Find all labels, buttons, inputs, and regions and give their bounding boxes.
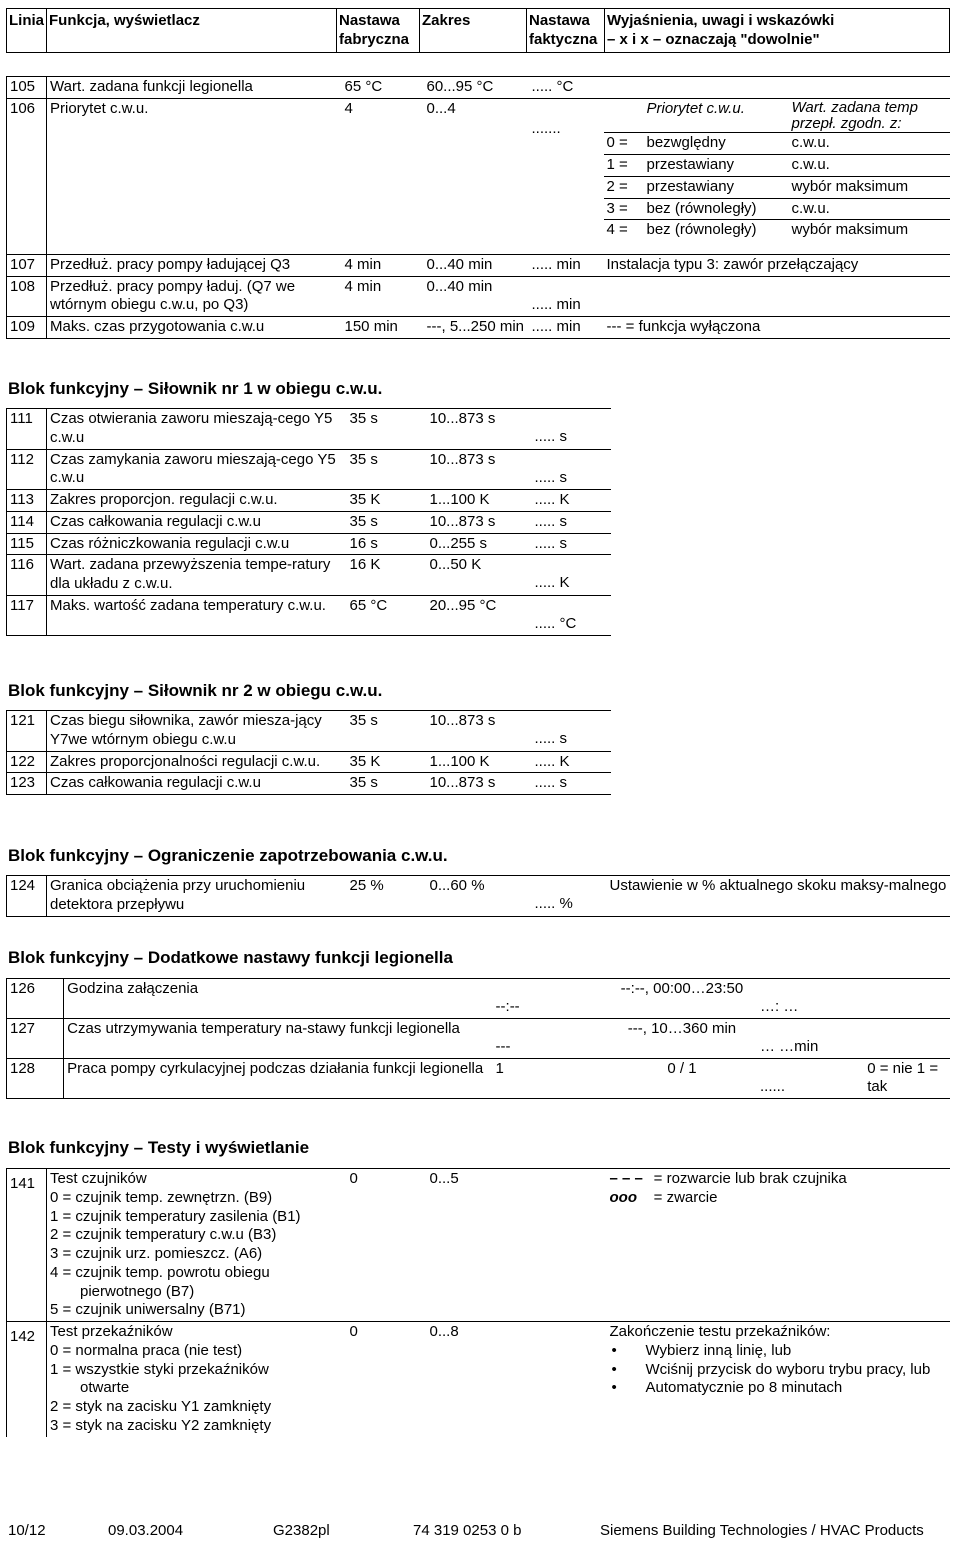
table-row: 121 Czas biegu siłownika, zawór miesza-jący Y7we wtórnym obiegu c.w.u 35 s 10...873 s ..... s	[7, 711, 612, 752]
footer-page: 10/12	[8, 1522, 46, 1539]
settings-table-block1	[6, 408, 611, 636]
sensor-test-notes: – – – = rozwarcie lub brak czujnika ooo = zwarcie	[609, 1170, 847, 1206]
table-row: 114 Czas całkowania regulacji c.w.u 35 s 10...873 s ..... s	[7, 511, 612, 533]
table-row: 123 Czas całkowania regulacji c.w.u 35 s 10...873 s ..... s	[7, 773, 612, 795]
section-title-block4: Blok funkcyjny – Dodatkowe nastawy funkcji legionella	[8, 948, 453, 967]
list-item: • Automatycznie po 8 minutach	[610, 1379, 948, 1398]
settings-table-block4	[6, 978, 950, 1099]
table-row: 113 Zakres proporcjon. regulacji c.w.u. 35 K 1...100 K ..... K	[7, 490, 612, 512]
col-factory: Nastawa fabryczna	[337, 9, 420, 52]
col-range: Zakres	[420, 9, 527, 52]
col-actual: Nastawa faktyczna	[527, 9, 605, 52]
table-row: 128 Praca pompy cyrkulacyjnej podczas działania funkcji legionella 1 0 / 1 ...... 0 = nie 1 = tak	[7, 1058, 951, 1099]
footer-date: 09.03.2004	[108, 1522, 184, 1539]
table-row: 108 Przedłuż. pracy pompy ładuj. (Q7 we wtórnym obiegu c.w.u, po Q3) 4 min 0...40 min ..... min	[7, 276, 951, 317]
col-notes: Wyjaśnienia, uwagi i wskazówki – x i x – oznaczają "dowolnie"	[607, 12, 835, 48]
col-function: Funkcja, wyświetlacz	[47, 9, 337, 52]
table-header	[6, 8, 950, 53]
settings-table-block3	[6, 875, 950, 917]
table-row: 122 Zakres proporcjonalności regulacji c.w.u. 35 K 1...100 K ..... K	[7, 751, 612, 773]
table-row: 124 Granica obciążenia przy uruchomieniu detektora przepływu 25 % 0...60 % ..... % Ustawienie w % aktualnego skoku maksy-malnego	[7, 876, 951, 917]
sensor-test-options: Test czujników 0 = czujnik temp. zewnętrzn. (B9) 1 = czujnik temperatury zasilenia (B1) 2 = czujnik temperatury c.w.u (B3) 3 = czujnik urz. pomieszcz. (A6) 4 = czujnik temp. powrotu obiegu pierwotnego (B7) 5 = czujnik uniwersalny (B71)	[50, 1170, 301, 1319]
list-item: • Wybierz inną linię, lub	[610, 1342, 948, 1361]
section-title-block3: Blok funkcyjny – Ograniczenie zapotrzebowania c.w.u.	[8, 846, 448, 865]
settings-table-block2	[6, 710, 611, 795]
table-row: 141 Test czujników 0 = czujnik temp. zewnętrzn. (B9) 1 = czujnik temperatury zasilenia (B1) 2 = czujnik temperatury c.w.u (B3) 3 = czujnik urz. pomieszcz. (A6) 4 = czujnik temp. powrotu obiegu pierwotnego (B7) 5 = czujnik uniwersalny (B71) 0 0...5 – – – = rozwarcie lub brak czujnika ooo = zwarcie	[7, 1169, 951, 1322]
table-row: 112 Czas zamykania zaworu mieszają-cego Y5 c.w.u 35 s 10...873 s ..... s	[7, 449, 612, 490]
table-row: 105 Wart. zadana funkcji legionella 65 °C 60...95 °C ..... °C	[7, 77, 951, 99]
table-row: 126 Godzina załączenia --:-- --:--, 00:00…23:50 …: …	[7, 979, 951, 1019]
table-row: 109 Maks. czas przygotowania c.w.u 150 min ---, 5...250 min ..... min --- = funkcja wyłączona	[7, 317, 951, 339]
col-line: Linia	[7, 9, 47, 52]
settings-table-block5	[6, 1168, 950, 1437]
table-row: 116 Wart. zadana przewyższenia tempe-ratury dla układu z c.w.u. 16 K 0...50 K ..... K	[7, 555, 612, 596]
table-row: 107 Przedłuż. pracy pompy ładującej Q3 4 min 0...40 min ..... min Instalacja typu 3: zawór przełączający	[7, 254, 951, 276]
relay-test-options: Test przekaźników 0 = normalna praca (nie test) 1 = wszystkie styki przekaźników otwarte 2 = styk na zacisku Y1 zamknięty 3 = styk na zacisku Y2 zamknięty	[50, 1323, 272, 1434]
section-title-block1: Blok funkcyjny – Siłownik nr 1 w obiegu c.w.u.	[8, 379, 383, 398]
table-row: 115 Czas różniczkowania regulacji c.w.u 16 s 0...255 s ..... s	[7, 533, 612, 555]
table-row: 111 Czas otwierania zaworu mieszają-cego Y5 c.w.u 35 s 10...873 s ..... s	[7, 409, 612, 450]
section-title-block5: Blok funkcyjny – Testy i wyświetlanie	[8, 1138, 310, 1157]
table-row: 117 Maks. wartość zadana temperatury c.w.u. 65 °C 20...95 °C ..... °C	[7, 595, 612, 635]
table-row: 106 Priorytet c.w.u. 4 0...4 ....... Priorytet c.w.u. Wart. zadana temp przepł. zgodn. z: 0 = bezwględny c.w.u. 1 = przestawiany c.w.u. 2 = przestawiany wybór maksimum 3 = bez (równoległy) c.w.u. 4 = bez (równoległy) wybór maksimum	[7, 98, 951, 254]
footer-code: 74 319 0253 0 b	[413, 1522, 522, 1539]
table-row: 142 Test przekaźników 0 = normalna praca (nie test) 1 = wszystkie styki przekaźników otwarte 2 = styk na zacisku Y1 zamknięty 3 = styk na zacisku Y2 zamknięty 0 0...8 Zakończenie testu przekaźników: • Wybierz inną linię, lub • Wciśnij przycisk do wyboru trybu pracy, lub • Automatycznie po 8 minutach	[7, 1322, 951, 1437]
list-item: • Wciśnij przycisk do wyboru trybu pracy, lub	[610, 1361, 948, 1380]
section-title-block2: Blok funkcyjny – Siłownik nr 2 w obiegu c.w.u.	[8, 681, 383, 700]
table-row: 127 Czas utrzymywania temperatury na-stawy funkcji legionella --- ---, 10…360 min … …min	[7, 1018, 951, 1058]
footer-doc: G2382pl	[273, 1522, 330, 1539]
priority-table: Priorytet c.w.u. Wart. zadana temp przepł. zgodn. z: 0 = bezwględny c.w.u. 1 = przestawiany c.w.u. 2 = przestawiany wybór maksimum 3 = bez (równoległy) c.w.u. 4 = bez (równoległy) wybór maksimum	[604, 98, 951, 254]
relay-test-notes: Zakończenie testu przekaźników: • Wybierz inną linię, lub • Wciśnij przycisk do wyboru trybu pracy, lub • Automatycznie po 8 minutach	[607, 1322, 951, 1437]
footer-company: Siemens Building Technologies / HVAC Products	[600, 1522, 924, 1539]
settings-table-top	[6, 76, 950, 339]
